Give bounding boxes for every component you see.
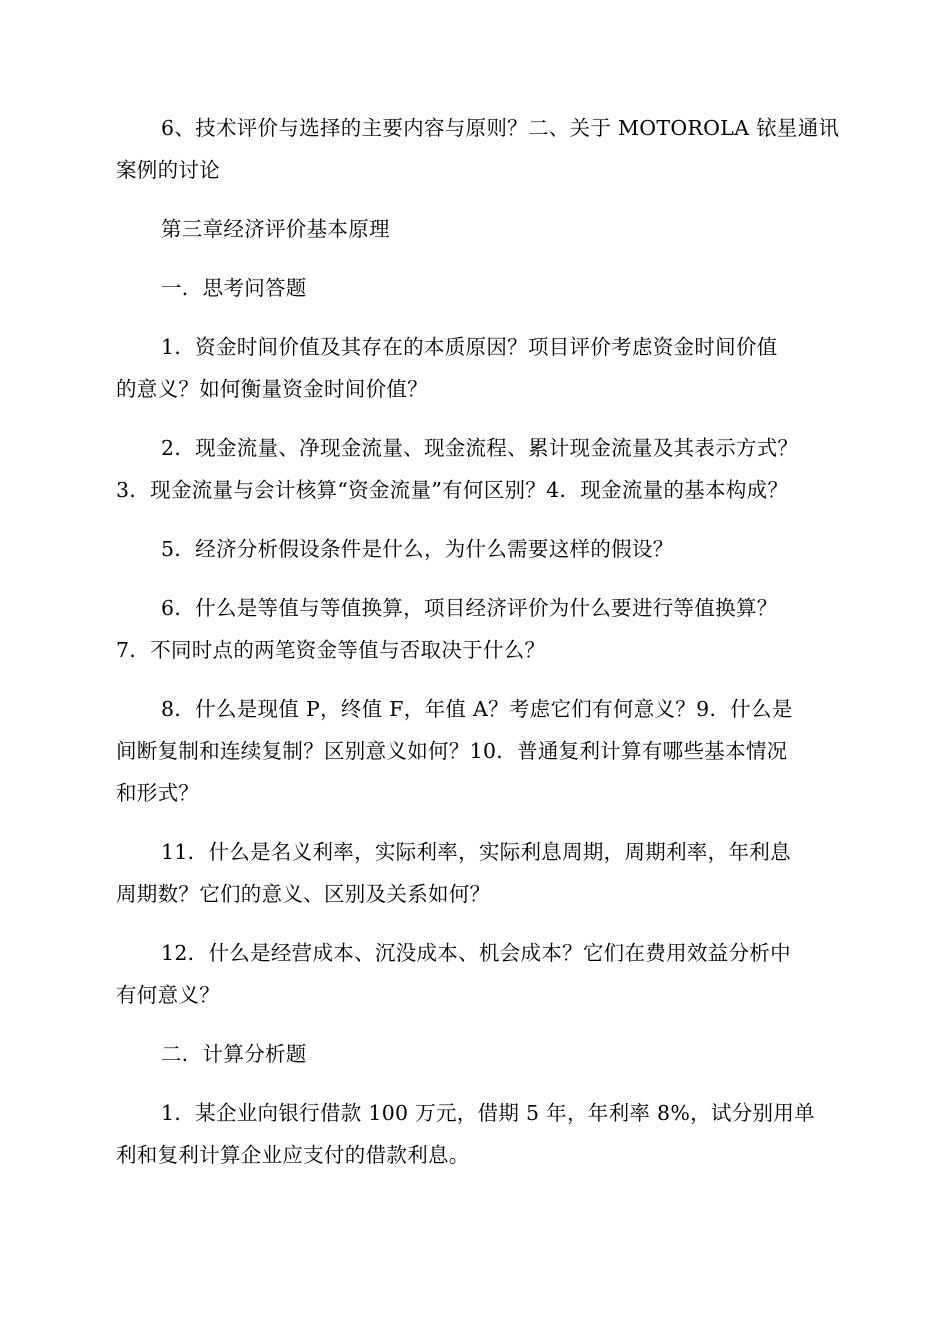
question-8-10 [116,688,856,814]
text-line: 利和复利计算企业应支付的借款利息。 [116,1143,470,1167]
text-line: 1．资金时间价值及其存在的本质原因？项目评价考虑资金时间价值 [161,335,778,359]
question-11 [116,831,856,915]
text-line: 第三章经济评价基本原理 [161,217,390,241]
question-12 [116,932,856,1016]
text-line: 7．不同时点的两笔资金等值与否取决于什么？ [116,638,546,662]
calculation-problem-1 [116,1092,856,1176]
question-6-7 [116,587,856,671]
document-body [116,107,856,1193]
text-line: 的意义？如何衡量资金时间价值？ [116,377,428,401]
question-2-4 [116,427,856,511]
question-1 [116,326,856,410]
text-line: 12．什么是经营成本、沉没成本、机会成本？它们在费用效益分析中 [161,941,791,965]
text-line: 和形式？ [116,781,200,805]
text-line: 二．计算分析题 [161,1042,307,1066]
paragraph-technology-evaluation-question [116,107,856,191]
text-line: 3．现金流量与会计核算“资金流量”有何区别？4．现金流量的基本构成？ [116,478,789,502]
section-heading-questions [116,267,856,309]
text-line: 有何意义？ [116,983,220,1007]
text-line: 11．什么是名义利率，实际利率，实际利息周期，周期利率，年利息 [161,840,791,864]
text-line: 2．现金流量、净现金流量、现金流程、累计现金流量及其表示方式？ [161,436,799,460]
text-line: 1．某企业向银行借款 100 万元，借期 5 年，年利率 8%，试分别用单 [161,1101,815,1125]
text-line: 一．思考问答题 [161,276,307,300]
chapter-title [116,208,856,250]
text-line: 6．什么是等值与等值换算，项目经济评价为什么要进行等值换算？ [161,596,778,620]
text-line: 8．什么是现值 P，终值 F，年值 A？考虑它们有何意义？9．什么是 [161,697,793,721]
text-line: 周期数？它们的意义、区别及关系如何？ [116,882,491,906]
text-line: 5．经济分析假设条件是什么，为什么需要这样的假设？ [161,537,674,561]
text-line: 案例的讨论 [116,158,220,182]
question-5 [116,528,856,570]
section-heading-calculations [116,1033,856,1075]
text-line: 6、技术评价与选择的主要内容与原则？二、关于 MOTOROLA 铱星通讯 [161,116,840,140]
text-line: 间断复制和连续复制？区别意义如何？10．普通复利计算有哪些基本情况 [116,739,788,763]
